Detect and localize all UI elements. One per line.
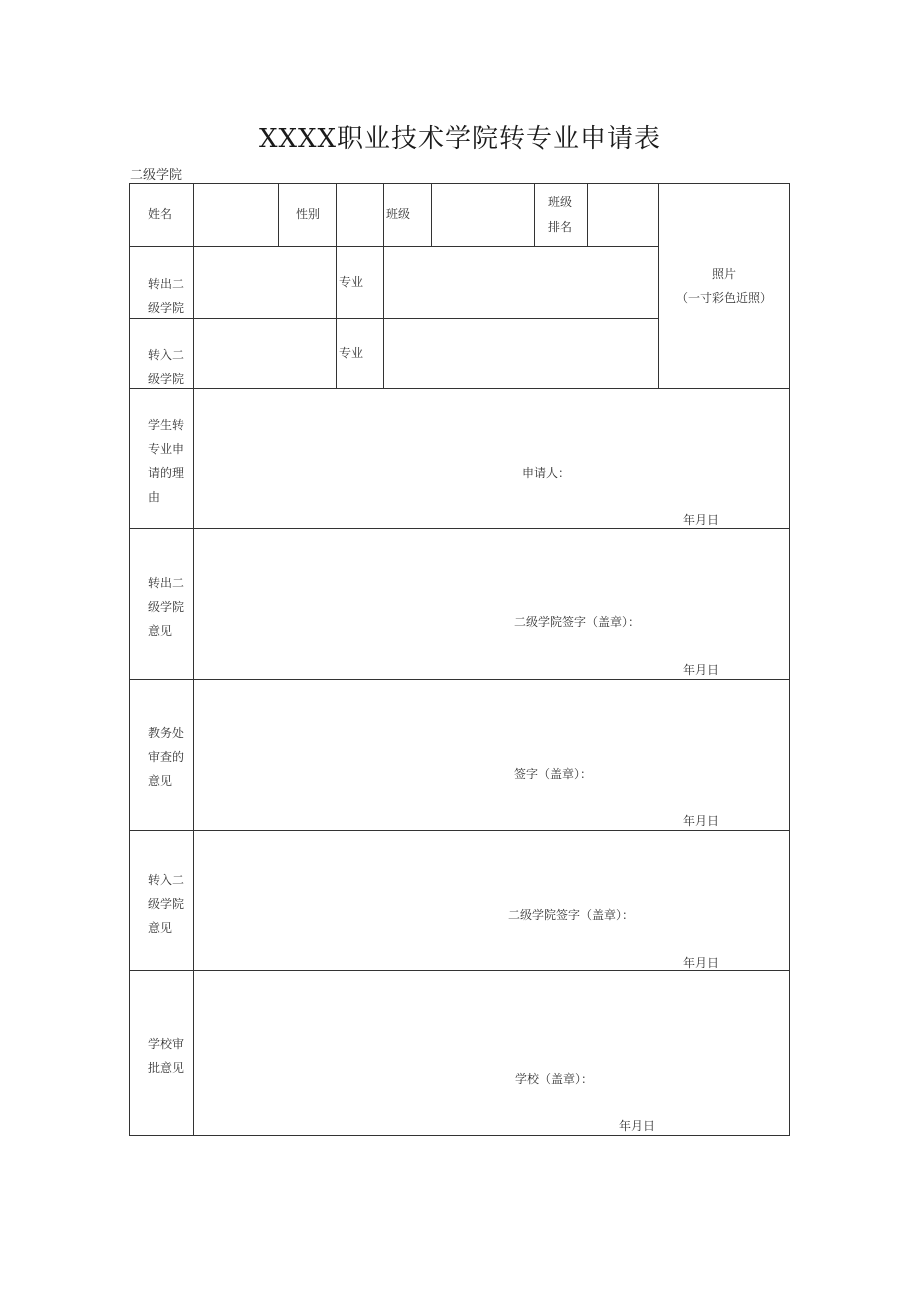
in-college-signature-label: 二级学院签字（盖章）： (508, 908, 635, 922)
reason-date: 年月日 (683, 513, 720, 527)
reason-label-line4: 由 (148, 490, 161, 504)
affairs-opinion-label-line1: 教务处 (148, 726, 185, 740)
class-label: 班级 (386, 207, 411, 221)
school-opinion-label-line2: 批意见 (148, 1061, 185, 1075)
reason-label-line3: 请的理 (148, 466, 185, 480)
school-opinion-label-line1: 学校审 (148, 1037, 185, 1051)
in-opinion-label-line2: 级学院 (148, 897, 185, 911)
rank-label-line2: 排名 (548, 220, 573, 234)
affairs-opinion-field[interactable] (194, 680, 789, 830)
affairs-opinion-date: 年月日 (683, 814, 720, 828)
photo-note: （一寸彩色近照） (675, 291, 772, 305)
transfer-in-major-field[interactable] (384, 319, 658, 388)
out-opinion-label-line2: 级学院 (148, 600, 185, 614)
transfer-out-college-label-line1: 转出二 (148, 277, 185, 291)
transfer-out-major-field[interactable] (384, 247, 658, 318)
in-opinion-label-line3: 意见 (148, 921, 173, 935)
transfer-in-major-label: 专业 (339, 346, 364, 360)
gender-label: 性别 (296, 207, 321, 221)
out-opinion-label-line1: 转出二 (148, 576, 185, 590)
affairs-signature-label: 签字（盖章）： (514, 767, 593, 781)
photo-label: 照片 (711, 267, 736, 281)
affairs-opinion-label-line2: 审查的 (148, 750, 185, 764)
name-field[interactable] (194, 184, 278, 246)
out-opinion-date: 年月日 (683, 663, 720, 677)
rank-label-line1: 班级 (548, 195, 573, 209)
transfer-in-college-label-line1: 转入二 (148, 348, 185, 362)
class-field[interactable] (432, 184, 534, 246)
in-opinion-date: 年月日 (683, 956, 720, 970)
college-label: 二级学院 (130, 168, 183, 183)
column-divider (534, 183, 535, 246)
out-opinion-field[interactable] (194, 529, 789, 679)
page-title: XXXX职业技术学院转专业申请表 (258, 124, 662, 154)
in-opinion-label-line1: 转入二 (148, 873, 185, 887)
transfer-in-college-field[interactable] (194, 319, 336, 388)
school-signature-label: 学校（盖章）： (515, 1072, 594, 1086)
transfer-out-college-label-line2: 级学院 (148, 301, 185, 315)
applicant-signature-label: 申请人： (522, 466, 571, 480)
transfer-out-college-field[interactable] (194, 247, 336, 318)
rank-field[interactable] (588, 184, 658, 246)
affairs-opinion-label-line3: 意见 (148, 774, 173, 788)
school-opinion-date: 年月日 (619, 1119, 656, 1133)
school-opinion-field[interactable] (194, 971, 789, 1135)
reason-label-line2: 专业申 (148, 442, 185, 456)
out-college-signature-label: 二级学院签字（盖章）： (514, 615, 641, 629)
reason-label-line1: 学生转 (148, 418, 185, 432)
name-label: 姓名 (148, 207, 173, 221)
transfer-out-major-label: 专业 (339, 275, 364, 289)
column-divider (278, 183, 279, 246)
transfer-in-college-label-line2: 级学院 (148, 372, 185, 386)
out-opinion-label-line3: 意见 (148, 624, 173, 638)
gender-field[interactable] (337, 184, 383, 246)
in-opinion-field[interactable] (194, 831, 789, 970)
